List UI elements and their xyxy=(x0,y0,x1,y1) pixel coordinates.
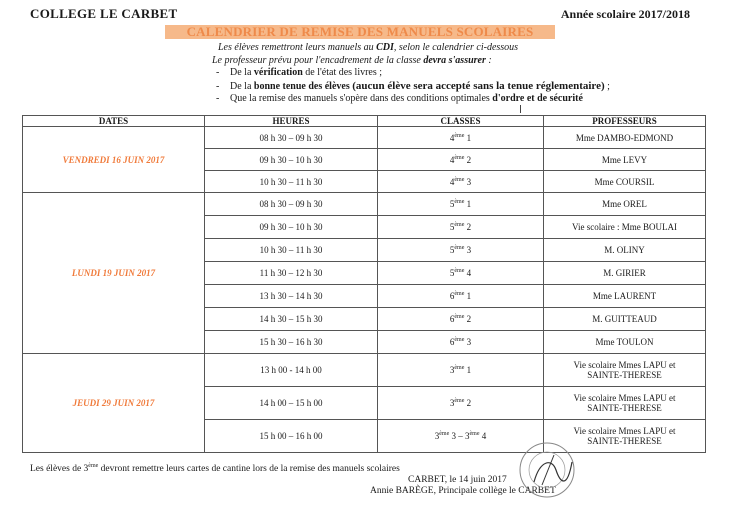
column-header-professeurs: PROFESSEURS xyxy=(544,116,706,127)
prof-line: SAINTE-THERESE xyxy=(587,436,662,446)
school-year: Année scolaire 2017/2018 xyxy=(560,7,690,21)
intro-line-1 xyxy=(218,42,518,53)
classe-number: 3 xyxy=(464,337,472,347)
heure-cell: 08 h 30 – 09 h 30 xyxy=(205,127,378,149)
classe-number: 3 xyxy=(464,176,472,187)
classe-sup: ème xyxy=(454,337,465,343)
prof-cell: Mme TOULON xyxy=(544,331,706,354)
prof-cell: M. GUITTEAUD xyxy=(544,308,706,331)
prof-line: Vie scolaire Mmes LAPU et xyxy=(573,426,676,436)
date-cell: JEUDI 29 JUIN 2017 xyxy=(23,354,205,453)
date-cell: VENDREDI 16 JUIN 2017 xyxy=(23,127,205,193)
column-header-heures: HEURES xyxy=(205,116,378,127)
heure-cell: 11 h 30 – 12 h 30 xyxy=(205,262,378,285)
intro-text: Les élèves remettront leurs manuels au xyxy=(218,42,377,53)
bullet-dash: - xyxy=(216,81,220,92)
classe-number: 4 xyxy=(464,268,472,278)
footnote xyxy=(30,463,400,474)
heure-cell: 14 h 00 – 15 h 00 xyxy=(205,387,378,420)
column-header-dates: DATES xyxy=(23,116,205,127)
table-row xyxy=(23,193,706,216)
heure-cell: 10 h 30 – 11 h 30 xyxy=(205,239,378,262)
bullet-text: ; xyxy=(604,81,610,92)
bullet-emphasis: (aucun élève sera accepté sans la tenue réglementaire) xyxy=(352,80,605,92)
heure-cell: 09 h 30 – 10 h 30 xyxy=(205,216,378,239)
classe-cell xyxy=(378,308,544,331)
classe-number: 1 xyxy=(464,199,472,209)
classe-sup: ème xyxy=(454,314,465,320)
classe-cell xyxy=(378,354,544,387)
classe-sup: ème xyxy=(454,154,465,161)
classe-sup: ème xyxy=(454,222,465,228)
classe-level: 4 xyxy=(449,176,455,187)
classe-sup: ème xyxy=(439,431,450,437)
table-header-row xyxy=(23,116,706,127)
prof-cell: M. OLINY xyxy=(544,239,706,262)
bullet-item xyxy=(216,80,610,92)
bullet-text: De la xyxy=(230,81,254,92)
prof-line: Vie scolaire Mmes LAPU et xyxy=(573,393,676,403)
classe-number: 1 xyxy=(464,291,472,301)
classe-number: 3 xyxy=(464,245,472,255)
heure-cell: 08 h 30 – 09 h 30 xyxy=(205,193,378,216)
classe-sup: ème xyxy=(454,199,465,205)
intro-cdi: CDI xyxy=(376,42,394,53)
classe-cell xyxy=(378,216,544,239)
intro-text: Le professeur prévu pour l'encadrement de la classe xyxy=(212,55,424,66)
footnote-sup: ème xyxy=(88,463,99,469)
prof-line: SAINTE-THERESE xyxy=(587,370,662,380)
heure-cell: 10 h 30 – 11 h 30 xyxy=(205,171,378,193)
classe-level: 3 xyxy=(449,398,455,408)
bullet-item xyxy=(216,67,382,78)
classe-level: 5 xyxy=(449,245,455,255)
classe-cell xyxy=(378,331,544,354)
classe-number: 2 xyxy=(464,314,472,324)
prof-cell: Mme LEVY xyxy=(544,149,706,171)
classe-cell xyxy=(378,387,544,420)
heure-cell: 14 h 30 – 15 h 30 xyxy=(205,308,378,331)
intro-line-2 xyxy=(212,55,492,66)
prof-line: SAINTE-THERESE xyxy=(587,403,662,413)
classe-sup: ème xyxy=(454,365,465,371)
classe-number: 2 xyxy=(464,222,472,232)
classe-level: 5 xyxy=(449,222,455,232)
school-name: COLLEGE LE CARBET xyxy=(30,6,178,21)
prof-cell xyxy=(544,354,706,387)
classe-cell xyxy=(378,193,544,216)
heure-cell: 13 h 00 - 14 h 00 xyxy=(205,354,378,387)
scan-mark xyxy=(520,105,521,113)
classe-sup: ème xyxy=(454,398,465,404)
classe-sup: ème xyxy=(454,245,465,251)
bullet-emphasis: bonne tenue des élèves xyxy=(253,81,350,92)
classe-cell xyxy=(378,171,544,193)
footnote-text: devront remettre leurs cartes de cantine lors de la remise des manuels scolaires xyxy=(98,464,400,474)
table-row xyxy=(23,127,706,149)
heure-cell: 15 h 00 – 16 h 00 xyxy=(205,420,378,453)
prof-cell: Mme COURSIL xyxy=(544,171,706,193)
classe-level: 6 xyxy=(449,291,455,301)
bullet-text: Que la remise des manuels s'opère dans des conditions optimales xyxy=(230,93,493,104)
classe-level: 3 xyxy=(449,365,455,375)
classe-sup: ème xyxy=(454,176,465,183)
bullet-emphasis: vérification xyxy=(253,67,303,78)
classe-level: 5 xyxy=(449,199,455,209)
official-stamp-icon xyxy=(512,440,582,500)
classe-cell xyxy=(378,285,544,308)
classe-number: 1 xyxy=(464,365,472,375)
classe-level: 3 xyxy=(434,431,440,441)
classe-number: 2 xyxy=(464,398,472,408)
classe-cell xyxy=(378,239,544,262)
classe-cell xyxy=(378,149,544,171)
signature-name: Annie BARÈGE, Principale collège le CARBET xyxy=(370,486,556,496)
bullet-dash: - xyxy=(216,67,220,78)
intro-emphasis: devra s'assurer xyxy=(423,55,486,66)
classe-level: 4 xyxy=(449,132,455,143)
schedule-table xyxy=(22,115,706,453)
classe-level: 4 xyxy=(449,154,455,165)
prof-cell: M. GIRIER xyxy=(544,262,706,285)
classe-level: 6 xyxy=(449,337,455,347)
prof-cell: Mme LAURENT xyxy=(544,285,706,308)
heure-cell: 09 h 30 – 10 h 30 xyxy=(205,149,378,171)
classe-number: 1 xyxy=(464,132,472,143)
heure-cell: 13 h 30 – 14 h 30 xyxy=(205,285,378,308)
classe-number: 3 – 3 xyxy=(449,431,470,441)
prof-cell: Mme OREL xyxy=(544,193,706,216)
page-title: CALENDRIER DE REMISE DES MANUELS SCOLAIRES xyxy=(186,24,534,39)
heure-cell: 15 h 30 – 16 h 30 xyxy=(205,331,378,354)
classe-number: 2 xyxy=(464,154,472,165)
prof-cell: Mme DAMBO-EDMOND xyxy=(544,127,706,149)
classe-level: 5 xyxy=(449,268,455,278)
bullet-item xyxy=(216,93,583,104)
intro-text: : xyxy=(485,55,492,66)
table-row xyxy=(23,354,706,387)
bullet-text: De la xyxy=(230,67,254,78)
bullet-text: de l'état des livres ; xyxy=(302,67,383,78)
prof-cell xyxy=(544,387,706,420)
bullet-dash: - xyxy=(216,93,220,104)
bullet-emphasis: d'ordre et de sécurité xyxy=(492,93,583,104)
classe-cell xyxy=(378,262,544,285)
classe-sup: ème xyxy=(454,291,465,297)
prof-line: Vie scolaire Mmes LAPU et xyxy=(573,360,676,370)
classe-sup: ème xyxy=(469,431,480,437)
intro-text: , selon le calendrier ci-dessous xyxy=(393,42,519,53)
classe-cell xyxy=(378,127,544,149)
footnote-text: Les élèves de 3 xyxy=(30,464,89,474)
classe-level: 6 xyxy=(449,314,455,324)
classe-sup: ème xyxy=(454,132,465,139)
signature-place-date: CARBET, le 14 juin 2017 xyxy=(408,475,507,485)
classe-number: 4 xyxy=(479,431,487,441)
date-cell: LUNDI 19 JUIN 2017 xyxy=(23,193,205,354)
prof-cell: Vie scolaire : Mme BOULAI xyxy=(544,216,706,239)
classe-sup: ème xyxy=(454,268,465,274)
column-header-classes: CLASSES xyxy=(378,116,544,127)
